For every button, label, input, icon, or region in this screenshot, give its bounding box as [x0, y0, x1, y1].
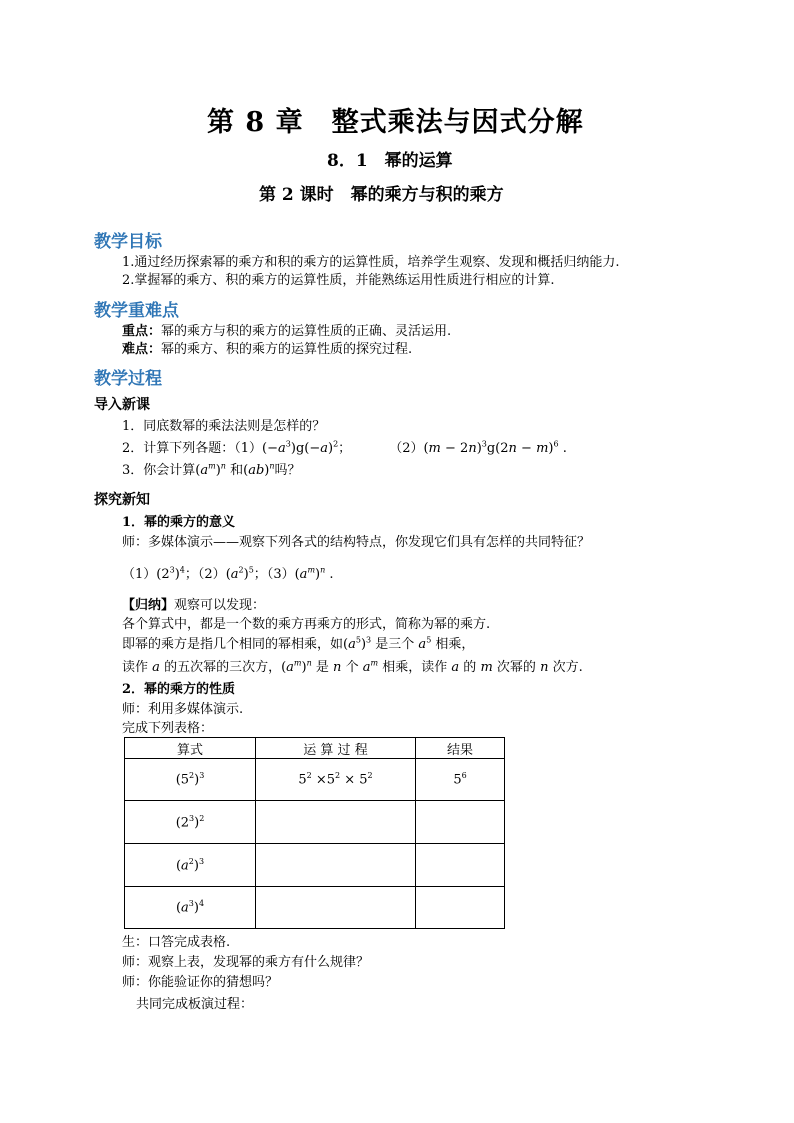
summary-text: 相乘，: [435, 637, 475, 652]
summary-tag: 【归纳】: [122, 598, 175, 613]
table-header: 算式: [125, 738, 256, 759]
chapter-title: 第 8 章 整式乘法与因式分解: [207, 107, 584, 138]
table-cell[interactable]: [256, 844, 416, 887]
board-work: 共同完成板演过程：: [136, 997, 254, 1012]
intro-heading: 导入新课: [94, 397, 150, 413]
table-cell[interactable]: [416, 801, 505, 844]
table-cell: $5^6$: [416, 759, 505, 801]
teacher-demo: 师：多媒体演示——观察下列各式的结构特点，你发现它们具有怎样的共同特征？: [122, 535, 591, 550]
summary-text: 即幂的乘方是指几个相同的幂相乘，如: [122, 637, 344, 652]
intro-question-1: 1．同底数幂的乘法法则是怎样的？: [122, 419, 326, 434]
table-header: 结果: [416, 738, 505, 759]
summary-text: 个: [345, 660, 359, 675]
summary-text: 次幂的: [496, 660, 536, 675]
table-cell: $(2^3)^2$: [125, 801, 256, 844]
table-cell[interactable]: [416, 844, 505, 887]
table-cell: $(a^2)^3$: [125, 844, 256, 887]
goals-heading: 教学目标: [94, 232, 162, 252]
table-row: [125, 844, 505, 887]
teacher-media: 师：利用多媒体演示.: [122, 702, 244, 717]
example-label: （3）: [266, 567, 295, 582]
intro-question-3: 3．你会计算$(a^m)^n$ 和(ab)$^n$吗？: [122, 461, 301, 478]
summary-text: 读作: [122, 660, 149, 675]
summary-lead-text: 观察可以发现：: [174, 598, 266, 613]
table-row: [125, 801, 505, 844]
table-row: [125, 759, 505, 801]
table-cell: $(5^2)^3$: [125, 759, 256, 801]
explore-heading: 探究新知: [94, 492, 150, 508]
table-header: 运 算 过 程: [256, 738, 416, 759]
table-cell[interactable]: [416, 887, 505, 929]
keypoints-heading: 教学重难点: [94, 301, 179, 321]
intro-q3-label: 3．你会计算: [122, 463, 196, 478]
subsection-1: 1．幂的乘方的意义: [122, 515, 236, 530]
student-answer: 生：口答完成表格.: [122, 935, 231, 950]
intro-q2-label: 2．计算下列各题：（1）: [122, 441, 263, 456]
diff-label: 难点：: [122, 342, 162, 357]
key-point: [122, 320, 451, 339]
power-table: [124, 737, 505, 929]
intro-q2-part2-label: （2）: [389, 441, 424, 456]
example-label: （1）: [122, 567, 157, 582]
section-title: 8．1 幂的运算: [327, 151, 453, 171]
process-heading: 教学过程: [94, 369, 162, 389]
example-label: （2）: [197, 567, 226, 582]
diff-text: 幂的乘方、积的乘方的运算性质的探究过程.: [161, 342, 413, 357]
summary-text: 次方.: [552, 660, 583, 675]
table-cell[interactable]: [256, 887, 416, 929]
table-row: [125, 887, 505, 929]
summary-text: 是: [315, 660, 329, 675]
teacher-verify-question: 师：你能验证你的猜想吗？: [122, 975, 279, 990]
goal-item: 2.掌握幂的乘方、积的乘方的运算性质，并能熟练运用性质进行相应的计算.: [122, 273, 555, 288]
summary-lead: [122, 594, 265, 613]
subsection-2: 2．幂的乘方的性质: [122, 682, 236, 697]
lesson-title: 第 2 课时 幂的乘方与积的乘方: [259, 185, 504, 205]
summary-text: 的五次幂的三次方，: [164, 660, 282, 675]
table-cell[interactable]: [256, 801, 416, 844]
summary-text: 是三个: [375, 637, 415, 652]
table-cell: $(a^3)^4$: [125, 887, 256, 929]
summary-line-3: 读作 a 的五次幂的三次方，$(a^m)^n$ 是 n 个 $a^m$ 相乘，读作 a 的 m 次幂的 n 次方.: [122, 658, 583, 675]
intro-q3-end: 吗？: [274, 463, 301, 478]
summary-line-2: 即幂的乘方是指几个相同的幂相乘，如$(a^5)^3$ 是三个 $a^5$ 相乘，: [122, 635, 475, 652]
table-cell: $5^2 \times 5^2 \times 5^2$: [256, 759, 416, 801]
goal-item: 1.通过经历探索幂的乘方和积的乘方的运算性质，培养学生观察、发现和概括归纳能力.: [122, 255, 620, 270]
teacher-rule-question: 师：观察上表，发现幂的乘方有什么规律？: [122, 955, 370, 970]
intro-q3-and: 和: [230, 463, 244, 478]
table-header-row: [125, 738, 505, 759]
intro-question-2: 2．计算下列各题：$(1)(-a^3)g(-a)^2$； $(2)(m - 2n)^3g(2n - m)^6$ .: [122, 439, 567, 456]
difficult-point: [122, 338, 412, 357]
key-text: 幂的乘方与积的乘方的运算性质的正确、灵活运用.: [161, 324, 452, 339]
summary-text: 相乘，读作: [382, 660, 448, 675]
examples-line: $(1)(2^3)^4$；$(2)(a^2)^5$；$(3)(a^m)^n$ .: [122, 565, 334, 582]
key-label: 重点：: [122, 324, 162, 339]
complete-table-prompt: 完成下列表格：: [122, 721, 214, 736]
summary-text: 的: [463, 660, 477, 675]
summary-line-1: 各个算式中，都是一个数的乘方再乘方的形式，简称为幂的乘方.: [122, 617, 491, 632]
